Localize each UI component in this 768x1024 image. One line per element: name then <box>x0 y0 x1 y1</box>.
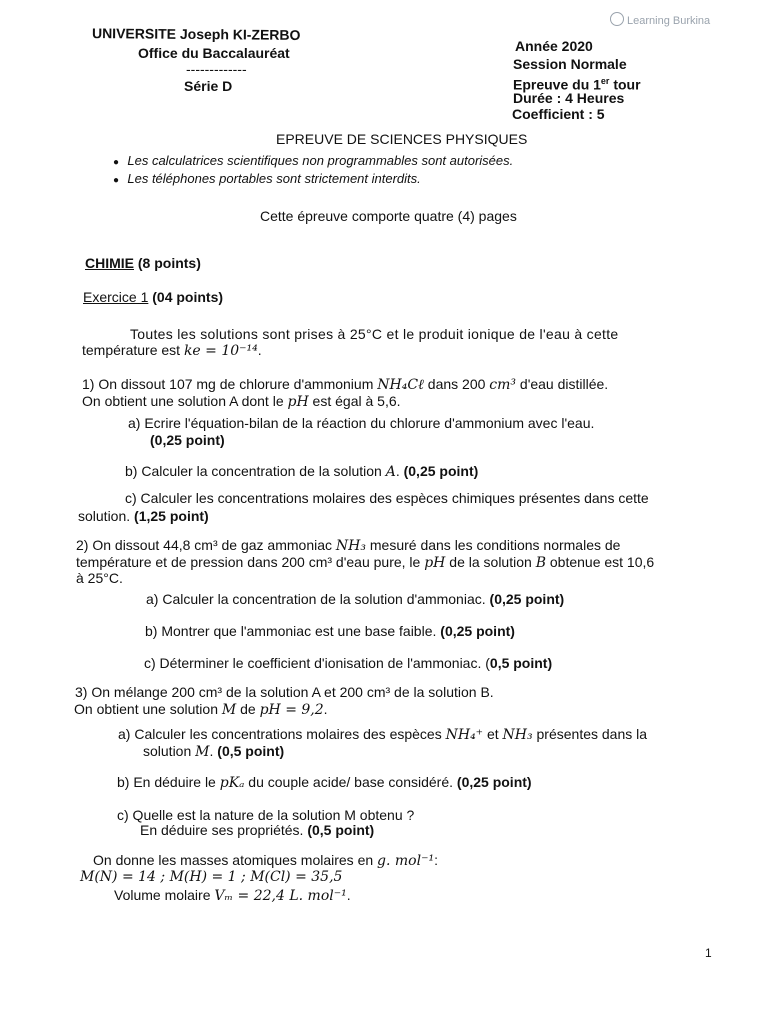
q2-text: obtenue est 10,6 <box>545 554 655 570</box>
exam-round-text: Epreuve du 1 <box>513 76 601 93</box>
q1a-points: (0,25 point) <box>150 432 225 448</box>
exam-title: EPREUVE DE SCIENCES PHYSIQUES <box>276 131 528 147</box>
serie-label: Série D <box>184 78 233 94</box>
q3a-text: a) Calculer les concentrations molaires des espèces <box>118 726 446 742</box>
exercise-points: (04 points) <box>148 289 224 305</box>
learning-logo-icon <box>610 12 624 26</box>
q1c-line1: c) Calculer les concentrations molaires des espèces chimiques présentes dans cette <box>125 490 649 506</box>
q1-text: est égal à 5,6. <box>308 393 401 409</box>
math-expression: pKₐ <box>219 775 245 791</box>
chimie-label: CHIMIE <box>85 255 134 271</box>
q3-text: . <box>323 701 328 717</box>
intro-suffix: . <box>257 342 262 358</box>
q3a-points: (0,5 point) <box>217 743 285 759</box>
q3b <box>117 774 532 791</box>
q1-text: On obtient une solution A dont le <box>82 393 288 409</box>
math-expression: NH₃ <box>502 727 533 743</box>
exam-round-suffix: tour <box>609 76 641 93</box>
q2-text: température et de pression dans 200 cm³ d'eau pure, le <box>76 554 425 570</box>
q1a: a) Ecrire l'équation-bilan de la réaction du chlorure d'ammonium avec l'eau. <box>128 415 595 431</box>
q1-text: dans 200 <box>423 376 490 392</box>
q1b-text: . <box>395 463 404 479</box>
q2-text: 2) On dissout 44,8 cm³ de gaz ammoniac <box>76 537 336 553</box>
math-expression: B <box>535 555 546 571</box>
rule-text: Les calculatrices scientifiques non programmables sont autorisées. <box>127 153 514 168</box>
q1c-text: solution. <box>78 508 135 524</box>
q3-line1: 3) On mélange 200 cm³ de la solution A et 200 cm³ de la solution B. <box>75 684 494 700</box>
math-expression: cm³ <box>489 377 517 393</box>
q1-text: d'eau distillée. <box>516 376 609 392</box>
page-number: 1 <box>705 946 712 960</box>
q3c-text: En déduire ses propriétés. <box>140 822 308 838</box>
q1-line2 <box>82 393 401 410</box>
q1-text: 1) On dissout 107 mg de chlorure d'ammonium <box>82 376 378 392</box>
math-expression: g. mol⁻¹ <box>377 853 435 869</box>
math-expression: M <box>221 702 237 718</box>
q2c-text: c) Déterminer le coefficient d'ionisation de l'ammoniac. ( <box>144 655 490 671</box>
q2c-points: 0,5 point) <box>489 655 553 671</box>
q1b <box>125 463 478 480</box>
chimie-points: (8 points) <box>134 255 201 271</box>
q3c-line2 <box>140 822 374 838</box>
q3c-points: (0,5 point) <box>307 822 375 838</box>
q3-line2 <box>74 701 328 718</box>
q2-line2 <box>76 554 654 571</box>
data-line3 <box>114 887 351 904</box>
q2-text: de la solution <box>445 554 536 570</box>
q3a-text: . <box>209 743 218 759</box>
q2-line1 <box>76 537 620 554</box>
data-line2: M(N) = 14 ; M(H) = 1 ; M(Cl) = 35,5 <box>80 869 343 885</box>
data-line1 <box>93 852 438 869</box>
section-heading <box>85 255 201 271</box>
data-text: : <box>434 852 438 868</box>
intro-line1: Toutes les solutions sont prises à 25°C et le produit ionique de l'eau à cette <box>130 326 619 342</box>
exam-year: Année 2020 <box>515 38 593 54</box>
pages-note: Cette épreuve comporte quatre (4) pages <box>260 208 517 224</box>
q3a-text: solution <box>143 743 196 759</box>
q1b-text: b) Calculer la concentration de la solution <box>125 463 386 479</box>
q3a-line2 <box>143 743 284 760</box>
math-expression: pH <box>424 555 446 571</box>
q1-line1 <box>82 376 608 393</box>
q3-text: On obtient une solution <box>74 701 222 717</box>
math-expression: pH = 9,2 <box>259 702 324 718</box>
rule-item <box>113 171 421 189</box>
q2b <box>145 623 515 639</box>
math-expression: ke = 10⁻¹⁴ <box>183 343 258 359</box>
q3b-points: (0,25 point) <box>456 774 532 790</box>
bullet-icon: ● <box>113 157 128 168</box>
math-expression: NH₄Cℓ <box>377 377 424 393</box>
intro-text: température est <box>82 342 184 358</box>
math-expression: Vₘ = 22,4 L. mol⁻¹ <box>214 888 347 904</box>
data-text: . <box>346 887 351 903</box>
rule-text: Les téléphones portables sont strictement interdits. <box>127 171 421 186</box>
math-expression: NH₄⁺ <box>445 727 484 743</box>
math-expression: M <box>195 744 210 760</box>
exam-duration: Durée : 4 Heures <box>513 90 625 106</box>
q2b-points: (0,25 point) <box>440 623 515 639</box>
q3a-line1 <box>118 726 647 743</box>
data-text: On donne les masses atomiques molaires en <box>93 852 378 868</box>
office-name: Office du Baccalauréat <box>138 45 290 61</box>
rule-item <box>113 153 513 171</box>
q3a-text: et <box>483 726 503 742</box>
q3-text: de <box>236 701 260 717</box>
q3b-text: b) En déduire le <box>117 774 220 790</box>
watermark-logo <box>610 12 710 27</box>
intro-line2 <box>82 342 262 359</box>
q1c-line2 <box>78 508 209 524</box>
exercise-heading <box>83 289 223 305</box>
watermark-text: Learning Burkina <box>627 15 711 27</box>
q2-text: mesuré dans les conditions normales de <box>365 537 621 553</box>
q2a <box>146 591 564 607</box>
q2a-text: a) Calculer la concentration de la solution d'ammoniac. <box>146 591 490 607</box>
q2a-points: (0,25 point) <box>489 591 565 607</box>
bullet-icon: ● <box>113 175 128 186</box>
exam-coefficient: Coefficient : 5 <box>512 106 605 122</box>
data-text: Volume molaire <box>114 887 215 903</box>
q2c <box>144 655 552 671</box>
header-separator: ------------- <box>186 61 247 77</box>
math-expression: A <box>385 464 396 480</box>
q2-line3: à 25°C. <box>76 570 123 586</box>
exam-round-sup: er <box>600 76 610 86</box>
math-expression: NH₃ <box>335 538 366 554</box>
university-name: UNIVERSITE Joseph KI-ZERBO <box>91 25 301 43</box>
q3c-line1: c) Quelle est la nature de la solution M obtenu ? <box>117 807 415 823</box>
q1c-points: (1,25 point) <box>134 508 209 524</box>
q3b-text: du couple acide/ base considéré. <box>244 774 457 790</box>
q1b-points: (0,25 point) <box>403 463 479 479</box>
q2b-text: b) Montrer que l'ammoniac est une base faible. <box>145 623 441 639</box>
exam-session: Session Normale <box>513 56 627 72</box>
math-expression: pH <box>287 394 309 410</box>
exercise-label: Exercice 1 <box>83 289 149 305</box>
q3a-text: présentes dans la <box>532 726 648 742</box>
